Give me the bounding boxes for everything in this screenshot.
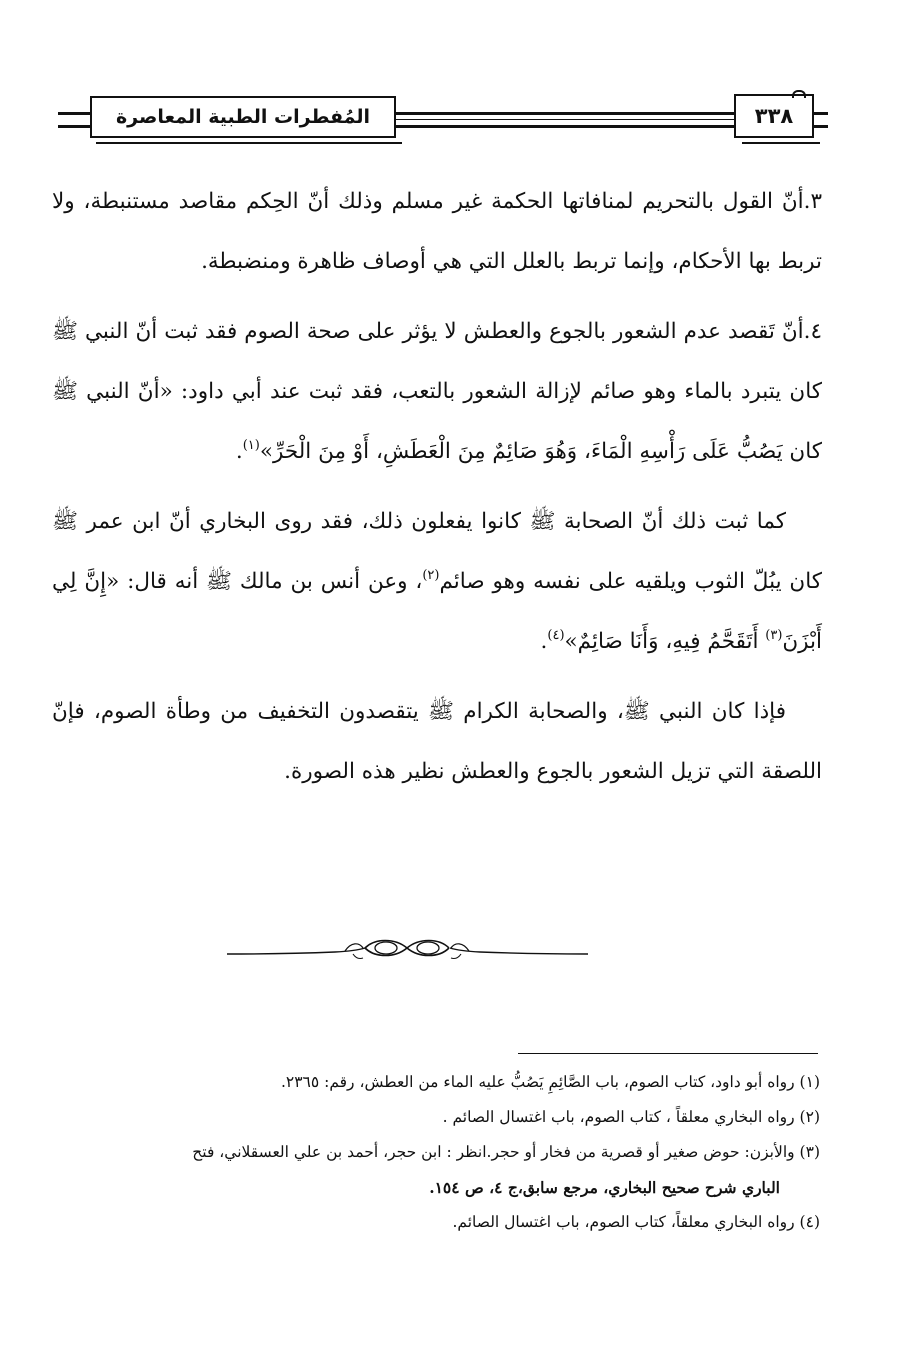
main-text [52, 172, 822, 812]
header-rule [396, 125, 734, 128]
footnote-4 [48, 1205, 820, 1240]
paragraph-text: ، وعن أنس بن مالك ﷺ أنه قال: «إِنَّ لِي أَبْزَنَ [52, 569, 822, 654]
footnote-text: (٣) والأبزن: حوض صغير أو قصرية من فخار أو حجر.انظر : ابن حجر، أحمد بن علي العسقلاني، فتح [192, 1143, 820, 1161]
footnote-ref[interactable]: (٢) [422, 568, 440, 583]
book-title-box [90, 96, 396, 138]
book-title: المُفطرات الطبية المعاصرة [115, 106, 371, 128]
footnote-text: (١) رواه أبو داود، كتاب الصوم، باب الصَّائِمِ يَصُبُّ عليه الماء من العطش، رقم: ٢٣٦٥. [280, 1073, 820, 1091]
ornament-divider-icon [225, 930, 590, 968]
footnote-3-continuation [48, 1170, 820, 1205]
paragraph-companions [52, 492, 822, 672]
paragraph-text: كما ثبت ذلك أنّ الصحابة ﷺ كانوا يفعلون ذلك، فقد روى البخاري أنّ ابن عمر ﷺ كان يبُلّ الثوب ويلقيه على نفسه وهو صائم [52, 509, 822, 594]
paragraph-3 [52, 172, 822, 292]
paragraph-text: فإذا كان النبي ﷺ، والصحابة الكرام ﷺ يتقصدون التخفيف من وطأة الصوم، فإنّ اللصقة التي تزيل الشعور بالجوع والعطش نظير هذه الصورة. [52, 699, 822, 784]
header-rule [396, 112, 734, 115]
footnote-separator [518, 1053, 818, 1054]
paragraph-tail: . [540, 629, 548, 654]
paragraph-4 [52, 302, 822, 482]
footnote-3 [48, 1135, 820, 1170]
footnote-text: الباري شرح صحيح البخاري، مرجع سابق،ج ٤، ص ١٥٤. [429, 1178, 780, 1197]
footnote-text: (٢) رواه البخاري معلقاً ، كتاب الصوم، باب اغتسال الصائم . [442, 1108, 820, 1126]
footnote-2 [48, 1100, 820, 1135]
page-header [58, 88, 828, 148]
header-rule [396, 119, 734, 120]
page-number-box [734, 94, 814, 138]
header-rule [814, 125, 828, 128]
paragraph-tail: . [235, 439, 243, 464]
header-rule [58, 125, 90, 128]
footnotes [48, 1065, 820, 1240]
footnote-text: (٤) رواه البخاري معلقاً، كتاب الصوم، باب اغتسال الصائم. [452, 1213, 820, 1231]
footnote-ref[interactable]: (٣) [765, 628, 783, 643]
footnote-ref[interactable]: (١) [242, 438, 260, 453]
paragraph-text: ٣.أنّ القول بالتحريم لمنافاتها الحكمة غير مسلم وذلك أنّ الحِكم مقاصد مستنبطة، ولا تربط بها الأحكام، وإنما تربط بالعلل التي هي أوصاف ظاهرة ومنضبطة. [52, 189, 822, 274]
footnote-ref[interactable]: (٤) [547, 628, 565, 643]
paragraph-text: أَتَقَحَّمُ فِيهِ، وَأَنَا صَائِمٌ» [564, 629, 766, 654]
page-number: ٣٣٨ [754, 104, 794, 128]
header-rule [58, 112, 90, 115]
header-rule [814, 112, 828, 115]
paragraph-text: ٤.أنّ تَقصد عدم الشعور بالجوع والعطش لا يؤثر على صحة الصوم فقد ثبت أنّ النبي ﷺ كان يتبرد بالماء وهو صائم لإزالة الشعور بالتعب، فقد ثبت عند أبي داود: «أنّ النبي ﷺ كان يَصُبُّ عَلَى رَأْسِهِ الْمَاءَ، وَهُوَ صَائِمٌ مِنَ الْعَطَشِ، أَوْ مِنَ الْحَرِّ» [52, 319, 822, 464]
footnote-1 [48, 1065, 820, 1100]
paragraph-conclusion [52, 682, 822, 802]
